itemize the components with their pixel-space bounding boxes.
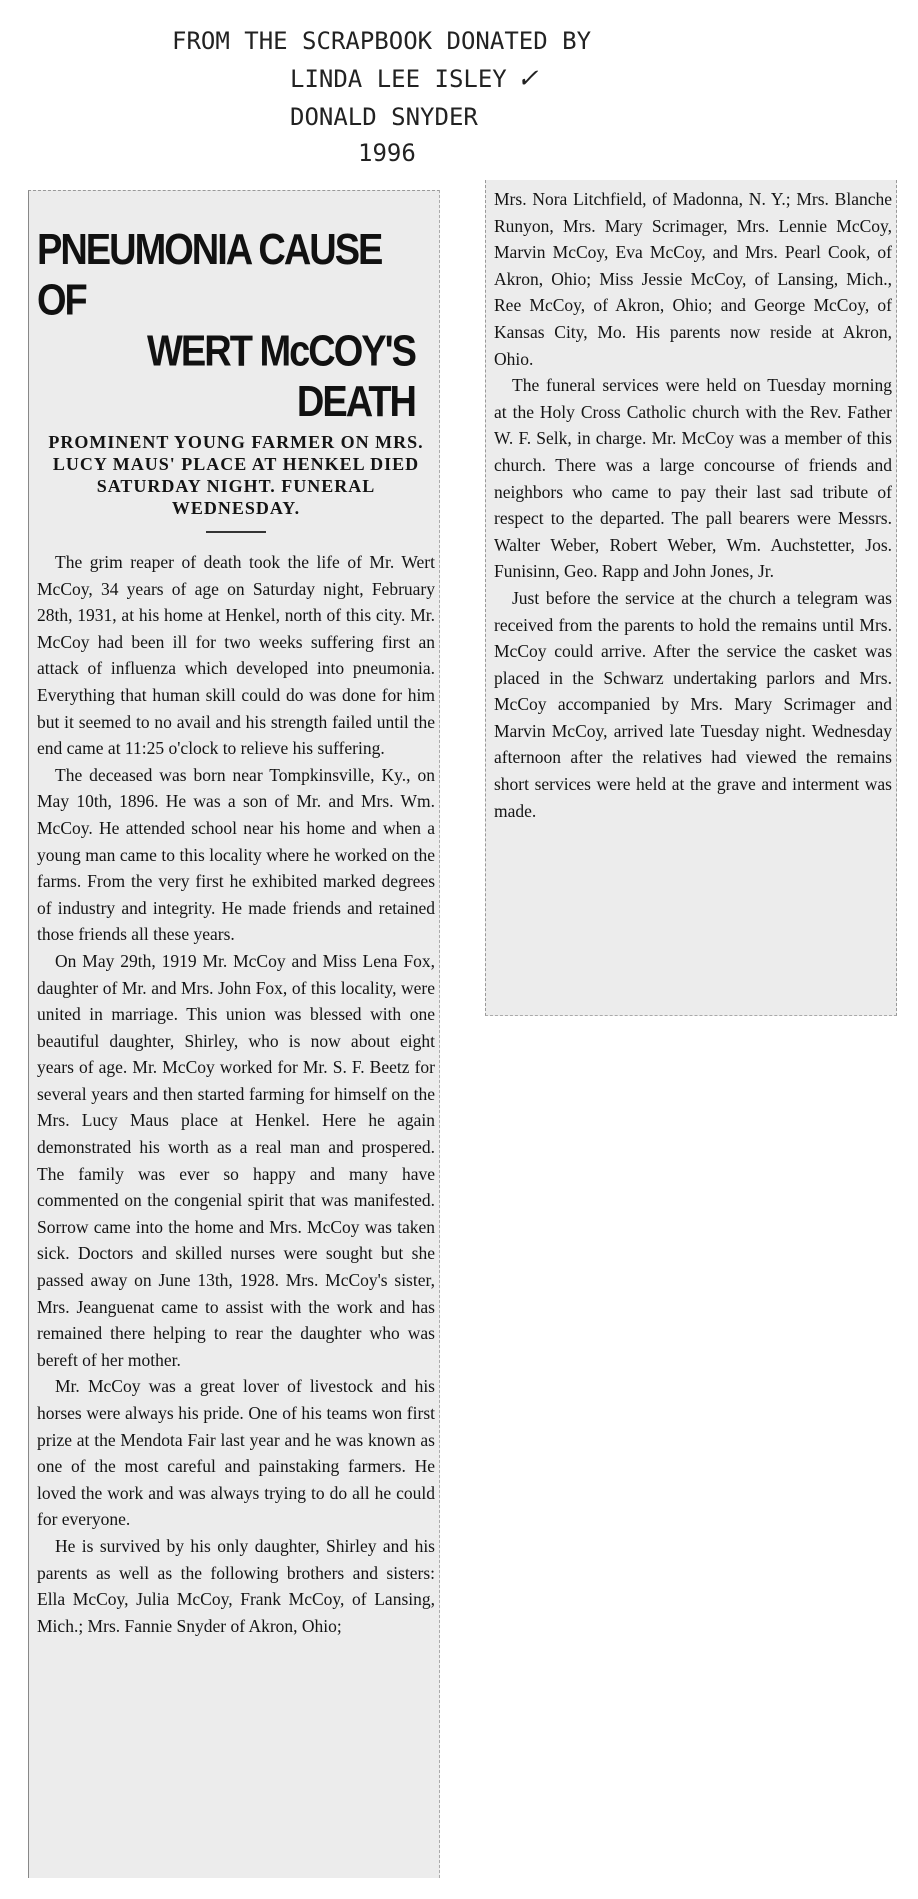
article-paragraph: Mrs. Nora Litchfield, of Madonna, N. Y.; Mrs. Blanche Runyon, Mrs. Mary Scrimager, Mrs. Lennie McCoy, Marvin McCoy, Eva McCoy, and Mrs. Pearl Cook, of Akron, Ohio; Miss Jessie McCoy, of Lansing, Mich., Ree McCoy, of Akron, Ohio; and George McCoy, of Kansas City, Mo. His parents now reside at Akron, Ohio.: [494, 189, 892, 369]
article-paragraph: Mr. McCoy was a great lover of livestock and his horses were always his pride. One of his teams won first prize at the Mendota Fair last year and he was known as one of the most careful and painstaking farmers. He loved the work and was always trying to do all he could for everyone.: [37, 1376, 435, 1530]
article-paragraph: The deceased was born near Tompkinsville, Ky., on May 10th, 1896. He was a son of Mr. and Mrs. Wm. McCoy. He attended school near his home and when a young man came to this locality where he worked on the farms. From the very first he exhibited marked degrees of industry and integrity. He made friends and retained those friends all these years.: [37, 764, 435, 945]
divider-rule: [206, 531, 266, 533]
clipping-left-column: [28, 190, 440, 1878]
headline: [37, 225, 435, 427]
handwritten-initials: ✓: [516, 64, 539, 94]
subheadline-deck: PROMINENT YOUNG FARMER ON MRS. LUCY MAUS' PLACE AT HENKEL DIED SATURDAY NIGHT. FUNERAL WEDNESDAY.: [48, 432, 424, 518]
article-paragraph: He is survived by his only daughter, Shirley and his parents as well as the following brothers and sisters: Ella McCoy, Julia McCoy, Frank McCoy, of Lansing, Mich.; Mrs. Fannie Snyder of Akron, Ohio;: [37, 1535, 435, 1636]
headline-line-2: WERT McCOY'S DEATH: [147, 327, 415, 427]
donor-name: LINDA LEE ISLEY: [290, 65, 507, 93]
clipping-right-column: [485, 180, 897, 1016]
article-paragraph: On May 29th, 1919 Mr. McCoy and Miss Lena Fox, daughter of Mr. and Mrs. John Fox, of this locality, were united in marriage. This union was blessed with one beautiful daughter, Shirley, who is now about eight years of age. Mr. McCoy worked for Mr. S. F. Beetz for several years and then started farming for himself on the Mrs. Lucy Maus place at Henkel. Here he again demonstrated his worth as a real man and prospered. The family was ever so happy and many have commented on the congenial spirit that was manifested. Sorrow came into the home and Mrs. McCoy was taken sick. Doctors and skilled nurses were sought but she passed away on June 13th, 1928. Mrs. McCoy's sister, Mrs. Jeanguenat came to assist with the work and has remained there helping to rear the daughter who was bereft of her mother.: [37, 950, 435, 1370]
article-paragraph: The grim reaper of death took the life of Mr. Wert McCoy, 34 years of age on Saturday night, February 28th, 1931, at his home at Henkel, north of this city. Mr. McCoy had been ill for two weeks suffering first an attack of influenza which developed into pneumonia. Everything that human skill could do was done for him but it seemed to no avail and his strength failed until the end came at 11:25 o'clock to relieve his suffering.: [37, 552, 435, 759]
donation-year: 1996: [358, 139, 416, 167]
donor-name-line: [290, 60, 539, 98]
donor-second-name: DONALD SNYDER: [290, 103, 478, 131]
headline-line-1: PNEUMONIA CAUSE OF: [37, 226, 382, 326]
article-paragraph: Just before the service at the church a telegram was received from the parents to hold the remains until Mrs. McCoy could arrive. After the service the casket was placed in the Schwarz undertaking parlors and Mrs. McCoy accompanied by Mrs. Mary Scrimager and Marvin McCoy, arrived late Tuesday night. Wednesday afternoon after the relatives had viewed the remains short services were held at the grave and interment was made.: [494, 587, 892, 821]
article-paragraph: The funeral services were held on Tuesday morning at the Holy Cross Catholic church with the Rev. Father W. F. Selk, in charge. Mr. McCoy was a member of this church. There was a large concourse of friends and neighbors who came to pay their last sad tribute of respect to the departed. The pall bearers were Messrs. Walter Weber, Robert Weber, Wm. Auchstetter, Jos. Funisinn, Geo. Rapp and John Jones, Jr.: [494, 375, 892, 582]
donation-line: FROM THE SCRAPBOOK DONATED BY: [172, 27, 592, 55]
